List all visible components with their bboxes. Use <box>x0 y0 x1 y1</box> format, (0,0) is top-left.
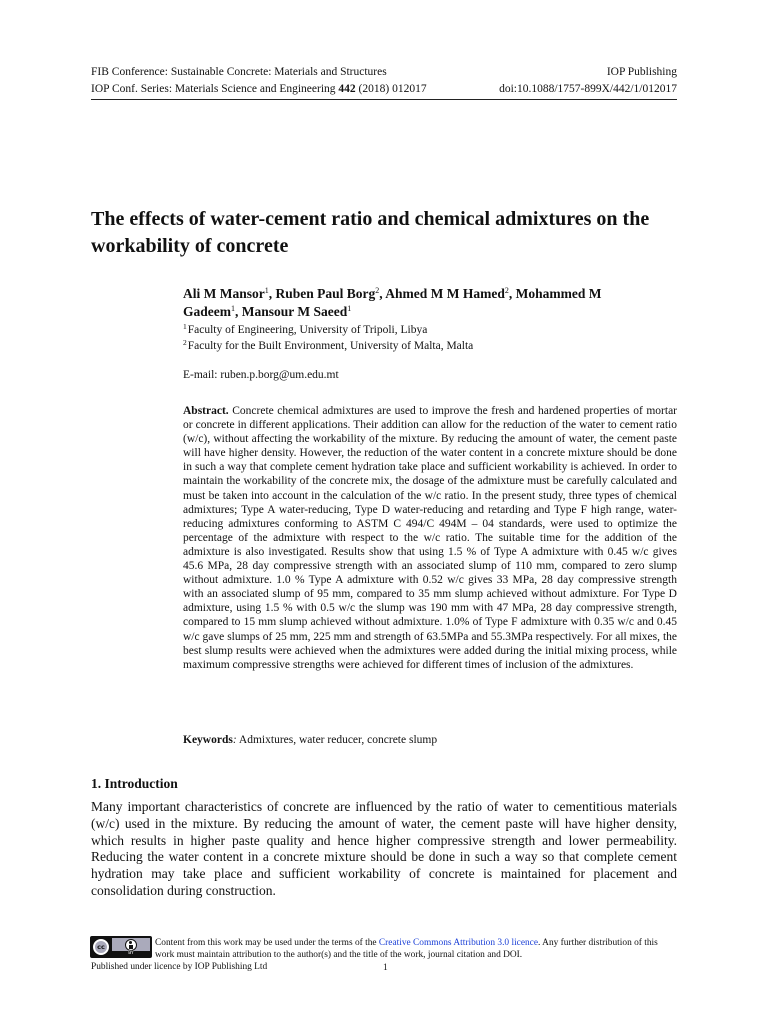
by-label: BY <box>112 951 150 956</box>
abstract-label: Abstract. <box>183 405 229 417</box>
author-name: Ruben Paul Borg <box>275 286 376 301</box>
keywords-separator: : <box>232 734 237 746</box>
section-body: Many important characteristics of concrete are influenced by the ratio of water to cementitious materials (w/c) used in the mixture. By reducing the amount of water, the cement paste will have higher density, which results in higher paste quality and hence higher compressive strength and lower permeability. Reducing the water content in a concrete mixture should be done in such a way so that complete cement hydration may take place and sufficient workability of concrete is maintained for placement and consolidation during construction. <box>91 799 677 898</box>
affiliation-number: 1 <box>183 322 187 331</box>
page-number: 1 <box>383 963 388 973</box>
keywords-label: Keywords <box>183 734 233 746</box>
header-divider <box>91 99 677 100</box>
author-separator: , <box>379 286 386 301</box>
author-separator: , <box>508 286 516 301</box>
author-name: Ali M Mansor <box>183 286 265 301</box>
author-affiliation-mark: 2 <box>504 286 509 295</box>
author-affiliation-mark: 1 <box>231 304 235 313</box>
contact-email[interactable]: E-mail: ruben.p.borg@um.edu.mt <box>183 369 339 381</box>
affiliation-text: Faculty for the Built Environment, University of Malta, Malta <box>187 340 474 352</box>
author-name: Ahmed M M Hamed <box>385 286 505 301</box>
author-list <box>183 285 653 321</box>
author-affiliation-mark: 1 <box>264 286 269 295</box>
running-header-top <box>91 66 677 78</box>
affiliation-text: Faculty of Engineering, University of Tripoli, Libya <box>187 324 428 336</box>
series-suffix: (2018) 012017 <box>355 83 427 95</box>
abstract-text: Concrete chemical admixtures are used to improve the fresh and hardened properties of mortar or concrete in different applications. Their addition can allow for the reduction of the water to cement ratio (w/c), without affecting the workability of the mixture. By reducing the amount of water, the cement paste will have higher density. However, the reduction of the water content in a concrete mixture should be done in such a way that complete cement hydration take place and sufficient workability is achieved. In order to maintain the workability of the concrete mix, the dosage of the admixture must be carefully calculated and must be taken into account in the calculation of the w/c ratio. In the present study, three types of chemical admixtures; Type A water-reducing, Type D water-reducing and retarding and Type F high range, water-reducing admixtures conforming to ASTM C 494/C 494M – 04 standards, were used to optimize the percentage of the admixture with respect to the w/c ratio. The suitable time for the addition of the admixture is also investigated. Results show that using 1.5 % of Type A admixture with 0.45 w/c gives 45.6 MPa, 28 day compressive strength with an associated slump of 110 mm, compared to zero slump without admixture. 1.0 % Type A admixture with 0.52 w/c gives 33 MPa, 28 day compressive strength with an associated slump of 95 mm, compared to 35 mm slump achieved without admixture. For Type D admixture, using 1.5 % with 0.5 w/c the slump was 190 mm with 47 MPa, 28 day compressive strength, compared to 15 mm slump achieved without admixture. 1.0% of Type F admixture with 0.35 w/c and 0.45 w/c gave slumps of 25 mm, 225 mm and strength of 63.5MPa and 55.3MPa respectively. For all mixes, the best slump results were achieved when the admixtures were added during the initial mixing process, while maximum compressive strengths were achieved for different times of inclusion of the admixtures. <box>183 405 677 671</box>
section-heading: 1. Introduction <box>91 776 178 791</box>
published-under-licence: Published under licence by IOP Publishing Ltd <box>91 962 268 972</box>
author-separator: , <box>268 286 276 301</box>
author-separator: , <box>235 304 242 319</box>
license-text-post: . Any further distribution of this work must maintain attribution to the author(s) and the title of the work, journal citation and DOI. <box>155 938 658 960</box>
cc-by-license-badge[interactable] <box>90 936 152 958</box>
keywords-text: Admixtures, water reducer, concrete slump <box>236 734 438 746</box>
conference-name: FIB Conference: Sustainable Concrete: Materials and Structures <box>91 66 387 78</box>
keywords <box>183 734 437 746</box>
author-name: Mohammed M Gadeem <box>183 286 602 319</box>
volume-number: 442 <box>338 83 356 95</box>
series-prefix: IOP Conf. Series: Materials Science and Engineering <box>91 83 339 95</box>
attribution-person-icon <box>125 939 137 951</box>
paper-title: The effects of water-cement ratio and chemical admixtures on the workability of concrete <box>91 208 650 257</box>
by-icon-block <box>112 938 150 956</box>
affiliation-1 <box>183 324 427 336</box>
publisher-name: IOP Publishing <box>606 66 677 78</box>
doi-link[interactable]: doi:10.1088/1757-899X/442/1/012017 <box>499 83 677 95</box>
license-text-pre: Content from this work may be used under the terms of the <box>155 938 379 948</box>
license-notice <box>155 937 677 961</box>
cc-icon: cc <box>93 939 109 955</box>
affiliation-2 <box>183 340 473 352</box>
running-header-series <box>91 83 677 95</box>
affiliation-number: 2 <box>183 338 187 347</box>
license-link[interactable]: Creative Commons Attribution 3.0 licence <box>378 938 539 948</box>
author-affiliation-mark: 1 <box>347 304 352 313</box>
abstract <box>183 404 677 672</box>
author-name: Mansour M Saeed <box>241 304 348 319</box>
author-affiliation-mark: 2 <box>375 286 380 295</box>
